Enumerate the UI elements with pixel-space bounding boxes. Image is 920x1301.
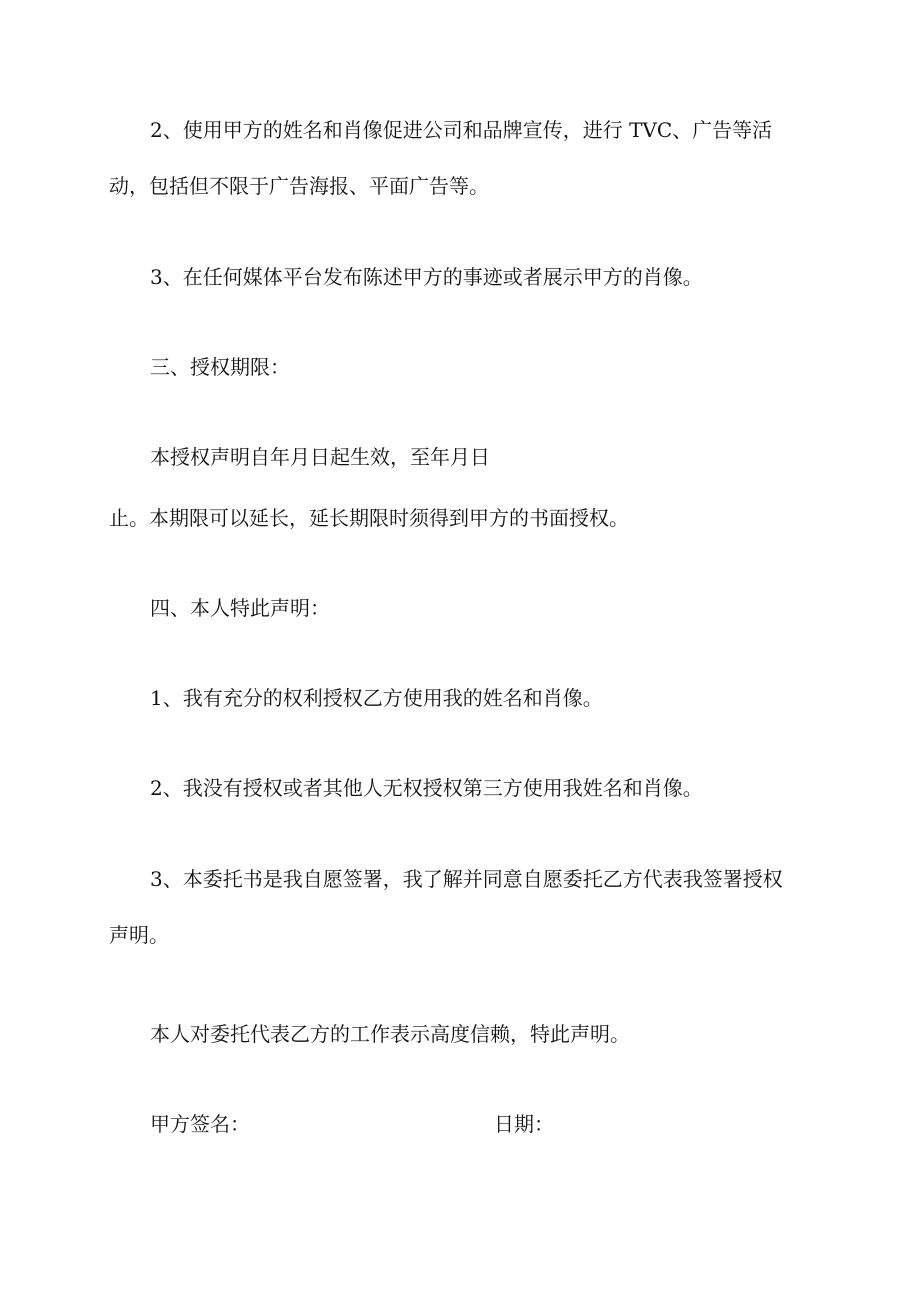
clause-2-line-1: 2、使用甲方的姓名和肖像促进公司和品牌宣传，进行 TVC、广告等活 (150, 118, 773, 142)
clause-2-line-2: 动，包括但不限于广告海报、平面广告等。 (109, 174, 489, 198)
date-label: 日期： (494, 1112, 554, 1136)
section-4-heading: 四、本人特此声明： (150, 596, 330, 620)
period-line-1: 本授权声明自年月日起生效，至年月日 (150, 445, 490, 469)
signature-label: 甲方签名： (150, 1112, 250, 1136)
statement-2: 2、我没有授权或者其他人无权授权第三方使用我姓名和肖像。 (150, 776, 703, 800)
statement-3-line-2: 声明。 (109, 923, 169, 947)
statement-1: 1、我有充分的权利授权乙方使用我的姓名和肖像。 (150, 686, 603, 710)
section-3-heading: 三、授权期限： (150, 355, 290, 379)
statement-3-line-1: 3、本委托书是我自愿签署，我了解并同意自愿委托乙方代表我签署授权 (150, 867, 783, 891)
closing-statement: 本人对委托代表乙方的工作表示高度信赖，特此声明。 (150, 1022, 630, 1046)
period-line-2: 止。本期限可以延长，延长期限时须得到甲方的书面授权。 (109, 506, 629, 530)
clause-3: 3、在任何媒体平台发布陈述甲方的事迹或者展示甲方的肖像。 (150, 265, 703, 289)
